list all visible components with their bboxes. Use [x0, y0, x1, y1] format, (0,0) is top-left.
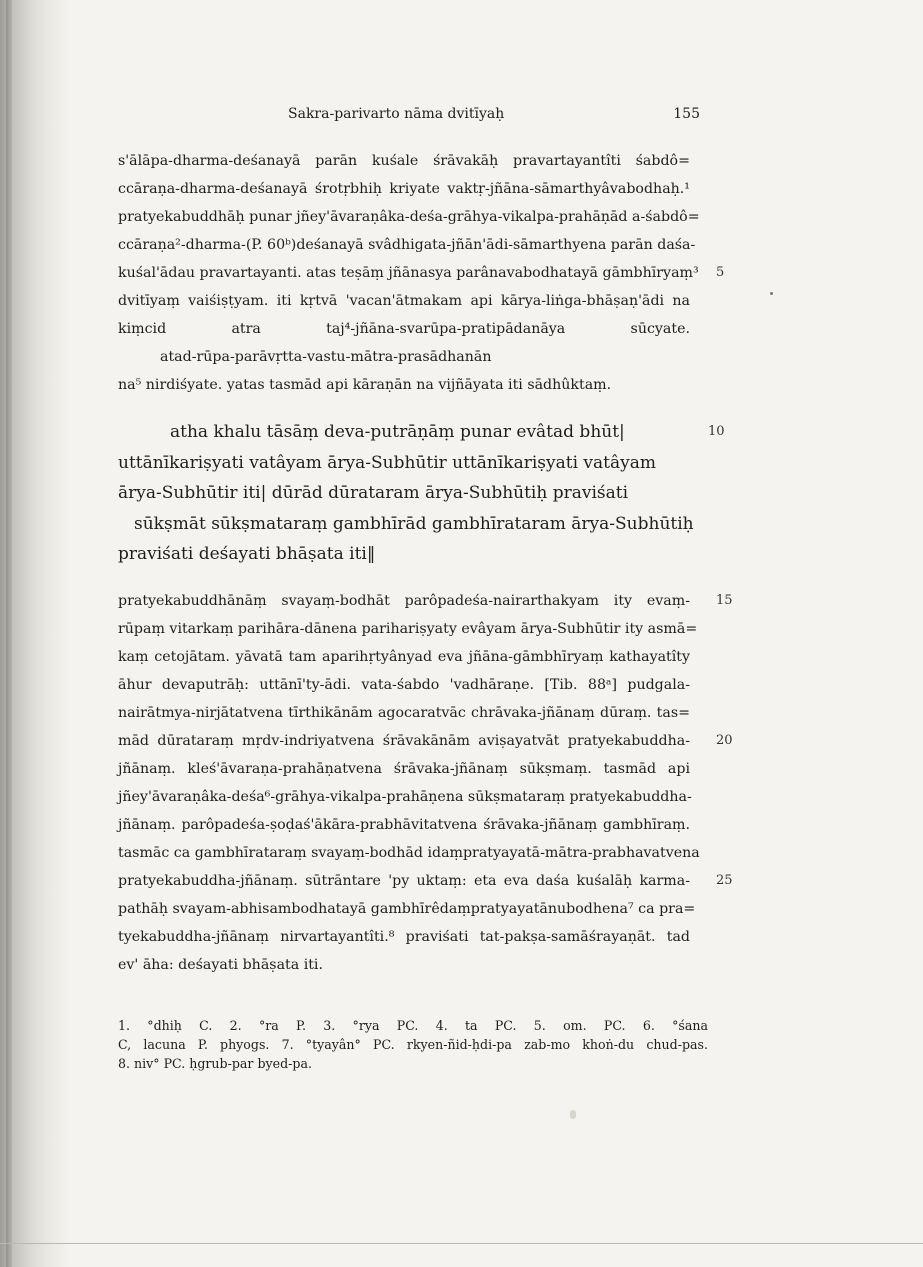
line-text: jñānaṃ. kleś'āvaraṇa-prahāṇatvena śrāvaka-jñānaṃ sūkṣmaṃ. tasmād api [118, 761, 690, 777]
text-line [118, 287, 690, 315]
text-line [118, 839, 700, 867]
text-line [118, 203, 700, 231]
text-line [118, 643, 690, 671]
footnotes [118, 1016, 708, 1073]
line-text: jñānaṃ. parôpadeśa-ṣoḍaś'ākāra-prabhāvitatvena śrāvaka-jñānaṃ gambhīraṃ. [118, 817, 690, 833]
footnote-line: 1. °dhiḥ C. 2. °ra P. 3. °rya PC. 4. ta PC. 5. om. PC. 6. °śana [118, 1018, 708, 1033]
line-text: kiṃcid atra taj⁴-jñāna-svarūpa-pratipādanāya sūcyate. [118, 321, 690, 337]
line-text: atad-rūpa-parāvṛtta-vastu-mātra-prasādhanān [160, 349, 492, 365]
text-line [118, 811, 690, 839]
text-line [118, 615, 698, 643]
line-number: 5 [716, 265, 725, 280]
text-line [118, 699, 690, 727]
verse-text: praviśati deśayati bhāṣata iti‖ [118, 544, 376, 564]
line-number: 15 [716, 593, 733, 608]
verse-text: atha khalu tāsāṃ deva-putrāṇāṃ punar evâtad bhūt| [170, 422, 625, 442]
line-text: āhur devaputrāḥ: uttānī'ty-ādi. vata-śabdo 'vadhāraṇe. [Tib. 88ᵃ] pudgala- [118, 677, 690, 693]
chapter-title: Sakra-parivarto nāma dvitīyaḥ [288, 106, 505, 122]
verse-line [118, 509, 694, 540]
text-line [118, 315, 690, 343]
line-text: na⁵ nirdiśyate. yatas tasmād api kāraṇān na vijñāyata iti sādhûktaṃ. [118, 377, 612, 393]
line-text: pratyekabuddhānāṃ svayaṃ-bodhāt parôpadeśa-nairarthakyam ity evaṃ- [118, 593, 690, 609]
text-line [118, 867, 733, 895]
line-number: 20 [716, 733, 733, 748]
footnote-line: 8. niv° PC. ḥgrub-par byed-pa. [118, 1056, 312, 1071]
text-line [118, 755, 690, 783]
text-line [118, 727, 733, 755]
line-text: mād dūrataraṃ mṛdv-indriyatvena śrāvakānām aviṣayatvāt pratyekabuddha- [118, 733, 690, 749]
root-text-verse [118, 417, 725, 570]
line-text: s'ālāpa-dharma-deśanayā parān kuśale śrāvakāḥ pravartayantîti śabdô= [118, 153, 690, 169]
line-text: rūpaṃ vitarkaṃ parihāra-dānena parihariṣyaty evâyam ārya-Subhūtir ity asmā= [118, 621, 698, 637]
line-text: jñey'āvaraṇâka-deśa⁶-grāhya-vikalpa-prahāṇena sūkṣmataraṃ pratyekabuddha- [118, 789, 692, 805]
paper-smudge [570, 1110, 576, 1119]
text-line [118, 147, 690, 175]
page-bottom-edge [0, 1243, 923, 1244]
line-text: ccāraṇa-dharma-deśanayā śrotṛbhiḥ kriyate vaktṛ-jñāna-sāmarthyâvabodhaḥ.¹ [118, 181, 690, 197]
line-text: pratyekabuddha-jñānaṃ. sūtrāntare 'py uktaṃ: eta eva daśa kuśalāḥ karma- [118, 873, 690, 889]
running-header [280, 104, 700, 126]
line-text: tasmāc ca gambhīrataraṃ svayaṃ-bodhād idaṃpratyayatā-mātra-prabhavatvena [118, 845, 700, 861]
stray-mark [770, 292, 773, 295]
line-text: pathāḥ svayam-abhisambodhatayā gambhīrêdaṃpratyayatānubodhena⁷ ca pra= [118, 901, 696, 917]
text-line [118, 951, 690, 979]
text-line [118, 895, 696, 923]
verse-line [118, 448, 678, 479]
text-line [118, 231, 696, 259]
line-text: pratyekabuddhāḥ punar jñey'āvaraṇâka-deśa-grāhya-vikalpa-prahāṇād a-śabdô= [118, 209, 700, 225]
text-line [118, 175, 690, 203]
commentary-block-2 [118, 587, 733, 979]
line-text: kuśal'ādau pravartayanti. atas teṣāṃ jñānasya parânavabodhatayā gāmbhīryaṃ³ [118, 265, 699, 281]
verse-text: sūkṣmāt sūkṣmataraṃ gambhīrād gambhīrataram ārya-Subhūtiḥ [134, 513, 694, 534]
text-line [118, 587, 733, 615]
binding-edge [6, 0, 12, 1267]
verse-text: ārya-Subhūtir iti| dūrād dūrataram ārya-Subhūtiḥ praviśati [118, 483, 629, 503]
line-text: kaṃ cetojātam. yāvatā tam aparihṛtyânyad eva jñāna-gāmbhīryaṃ kathayatîty [118, 649, 690, 665]
line-text: ev' āha: deśayati bhāṣata iti. [118, 957, 323, 973]
line-number: 10 [708, 424, 725, 439]
line-text: tyekabuddha-jñānaṃ nirvartayantîti.⁸ praviśati tat-pakṣa-samāśrayaṇāt. tad [118, 929, 690, 945]
verse-line [118, 539, 678, 570]
verse-line [118, 417, 725, 448]
text-line [118, 371, 690, 399]
page-number: 155 [673, 106, 700, 122]
line-number: 25 [716, 873, 733, 888]
verse-text: uttānīkariṣyati vatâyam ārya-Subhūtir uttānīkariṣyati vatâyam [118, 452, 656, 473]
text-line [118, 343, 690, 371]
line-text: dvitīyaṃ vaiśiṣṭyam. iti kṛtvā 'vacan'ātmakam api kārya-liṅga-bhāṣaṇ'ādi na [118, 293, 690, 309]
commentary-block-1 [118, 147, 725, 399]
verse-line [118, 478, 678, 509]
line-text: nairātmya-nirjātatvena tīrthikānām agocaratvāc chrāvaka-jñānaṃ dūraṃ. tas= [118, 705, 690, 721]
text-line [118, 783, 690, 811]
line-text: ccāraṇa²-dharma-(P. 60ᵇ)deśanayā svâdhigata-jñān'ādi-sāmarthyena parān daśa- [118, 237, 696, 253]
footnote-line: C, lacuna P. phyogs. 7. °tyayân° PC. rkyen-ñid-ḥdi-pa zab-mo khoṅ-du chud-pas. [118, 1037, 708, 1052]
text-line [118, 671, 690, 699]
text-line [118, 259, 725, 287]
text-line [118, 923, 690, 951]
